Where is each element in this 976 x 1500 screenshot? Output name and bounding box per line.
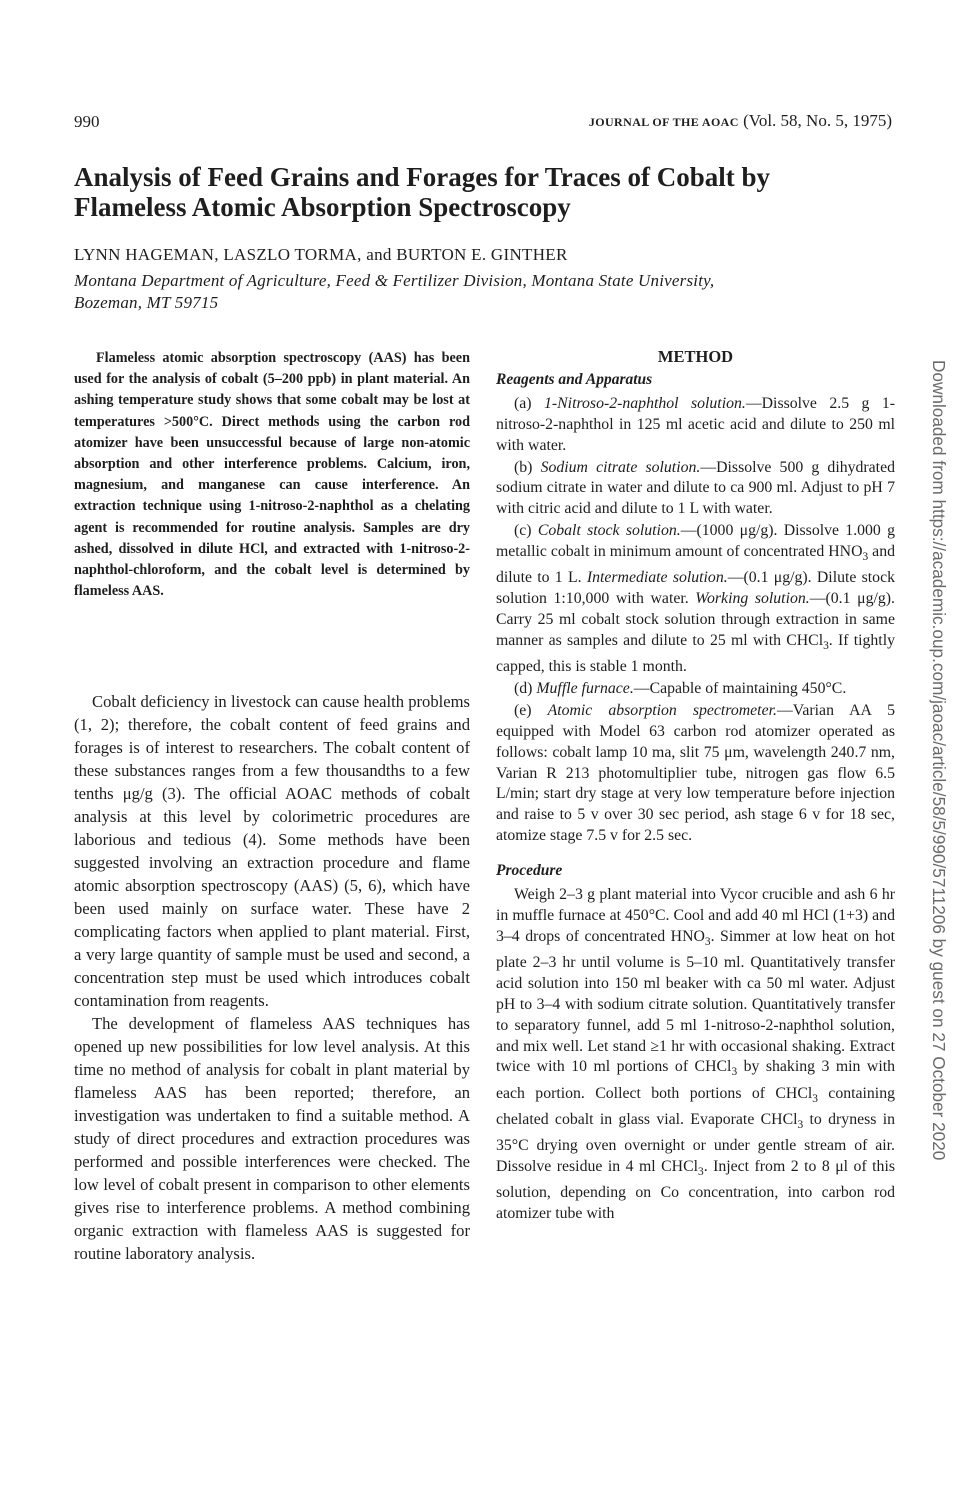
reagent-item bbox=[496, 521, 895, 678]
abstract: Flameless atomic absorption spectroscopy (AAS) has been used for the analysis of cobalt (5–200 ppb) in plant material. An ashing temperature study shows that some cobalt may be lost at temperatures >500°C. Direct methods using the carbon rod atomizer have been unsuccessful because of large non-atomic absorption and other interference problems. Calcium, iron, magnesium, and manganese can cause interference. An extraction technique using 1-nitroso-2-naphthol as a chelating agent is recommended for routine analysis. Samples are dry ashed, dissolved in dilute HCl, and extracted with 1-nitroso-2-naphthol-chloroform, and the cobalt level is determined by flameless AAS. bbox=[74, 350, 470, 600]
subscript: 3 bbox=[797, 1118, 804, 1131]
item-name: Sodium citrate solution. bbox=[540, 458, 701, 476]
method-heading: METHOD bbox=[657, 347, 734, 366]
method-section bbox=[496, 347, 895, 1224]
affiliation-line: Montana Department of Agriculture, Feed & Fertilizer Division, Montana State University, bbox=[74, 271, 715, 290]
procedure-text: containing chelated cobalt in glass vial. Evaporate CHCl bbox=[496, 1084, 895, 1128]
item-text: —Capable of maintaining 450°C. bbox=[633, 679, 847, 697]
reagents-heading: Reagents and Apparatus bbox=[496, 370, 653, 388]
reagent-item bbox=[496, 458, 895, 521]
item-label: (a) bbox=[514, 394, 532, 412]
item-label: (d) bbox=[514, 679, 533, 697]
subscript: 3 bbox=[862, 551, 869, 564]
subscript: 3 bbox=[731, 1066, 738, 1079]
affiliation-line: Bozeman, MT 59715 bbox=[74, 293, 219, 312]
item-text: —Dissolve 500 g dihydrated sodium citrate in water and dilute to ca 900 ml. Adjust to pH 7 with citric acid and dilute to 1 L with water. bbox=[496, 458, 895, 518]
journal-name: JOURNAL OF THE AOAC bbox=[588, 115, 739, 129]
procedure-text: . Inject from 2 to 8 μl of this solution, depending on Co concentration, into carbon rod atomizer tube with bbox=[496, 1157, 895, 1222]
item-label: (b) bbox=[514, 458, 533, 476]
download-watermark: Downloaded from https://academic.oup.com/jaoac/article/58/5/990/5711206 by guest on 27 October 2020 bbox=[929, 360, 949, 1161]
intro-paragraph: The development of flameless AAS techniques has opened up new possibilities for low level analysis. At this time no method of analysis for cobalt in plant material by flameless AAS has been reported; therefore, an investigation was undertaken to find a suitable method. A study of direct procedures and extraction procedures was performed and possible interferences were checked. The low level of cobalt present in comparison to other elements gives rise to interference problems. A method combining organic extraction with flameless AAS is suggested for routine laboratory analysis. bbox=[74, 1014, 470, 1263]
item-label: (c) bbox=[514, 522, 532, 540]
item-name: Cobalt stock solution. bbox=[537, 522, 681, 540]
subscript: 3 bbox=[704, 936, 711, 949]
item-name: 1-Nitroso-2-naphthol solution. bbox=[543, 394, 746, 412]
item-name: Working solution. bbox=[695, 590, 810, 608]
item-name: Atomic absorption spectrometer. bbox=[547, 701, 777, 719]
running-header bbox=[589, 111, 892, 131]
subscript: 3 bbox=[698, 1165, 704, 1178]
introduction bbox=[74, 690, 470, 1265]
reagent-item bbox=[496, 679, 895, 700]
procedure-text: Weigh 2–3 g plant material into Vycor crucible and ash 6 hr in muffle furnace at 450°C. Cool and add 40 ml HCl (1+3) and 3–4 drops of concentrated HNO bbox=[496, 886, 895, 945]
procedure-heading: Procedure bbox=[496, 862, 563, 880]
item-name: Muffle furnace. bbox=[536, 679, 634, 697]
item-text: —Varian AA 5 equipped with Model 63 carbon rod atomizer operated as follows: cobalt lamp 10 ma, slit 75 μm, wavelength 240.7 nm, Varian R 213 photomultiplier tube, nitrogen gas flow 6.5 L/min; start dry stage at very low temperature before injection and raise to 5 v over 30 sec period, ash stage 6 v for 18 sec, atomize stage 7.5 v for 2.5 sec. bbox=[496, 701, 895, 845]
item-text: —(0.1 μg/g). Carry 25 ml cobalt stock solution through extraction in same manner as samples and dilute to 25 ml with CHCl bbox=[496, 590, 895, 649]
affiliation bbox=[74, 270, 874, 314]
subscript: 3 bbox=[823, 640, 829, 653]
procedure-text: . Simmer at low heat on hot plate 2–3 hr until volume is 5–10 ml. Quantitatively transfer acid solution into 150 ml beaker with ca 50 ml water. Adjust pH to 3–4 with sodium citrate solution. Quantitatively transfer to separatory funnel, add 5 ml 1-nitroso-2-naphthol solution, and mix well. Let stand ≥1 hr with occasional shaking. Extract twice with 10 ml portions of CHCl bbox=[496, 927, 895, 1076]
article-title: Analysis of Feed Grains and Forages for Traces of Cobalt by Flameless Atomic Absorption Spectroscopy bbox=[74, 162, 770, 222]
item-text: —Dissolve 2.5 g 1-nitroso-2-naphthol in 125 ml acetic acid and dilute to 250 ml with water. bbox=[496, 394, 896, 454]
procedure-paragraph bbox=[496, 885, 895, 1224]
procedure-text: to dryness in 35°C drying oven overnight or under gentle stream of air. Dissolve residue in 4 ml CHCl bbox=[496, 1110, 895, 1175]
item-name: Intermediate solution. bbox=[586, 569, 728, 587]
authors: LYNN HAGEMAN, LASZLO TORMA, and BURTON E. GINTHER bbox=[74, 245, 568, 264]
item-text: and dilute to 1 L. bbox=[496, 543, 895, 587]
subscript: 3 bbox=[812, 1092, 818, 1105]
item-text: . If tightly capped, this is stable 1 month. bbox=[496, 631, 895, 675]
item-text: —(0.1 μg/g). Dilute stock solution 1:10,000 with water. bbox=[496, 569, 895, 608]
item-text: —(1000 μg/g). Dissolve 1.000 g metallic cobalt in minimum amount of concentrated HNO bbox=[496, 522, 895, 561]
reagent-item bbox=[496, 701, 895, 847]
intro-paragraph: Cobalt deficiency in livestock can cause health problems (1, 2); therefore, the cobalt content of feed grains and forages is of interest to researchers. The cobalt content of these substances ranges from a few thousandths to a few tenths μg/g (3). The official AOAC methods of cobalt analysis at this level by colorimetric procedures are laborious and tedious (4). Some methods have been suggested involving an extraction procedure and flame atomic absorption spectroscopy (AAS) (5, 6), which have been used mainly on surface water. These have 2 complicating factors when applied to plant material. First, a very large quantity of sample must be used and second, a concentration step must be used which introduces cobalt contamination from reagents. bbox=[74, 692, 470, 1010]
volume-info: (Vol. 58, No. 5, 1975) bbox=[743, 111, 892, 130]
item-label: (e) bbox=[514, 701, 532, 719]
procedure-text: by shaking 3 min with each portion. Collect both portions of CHCl bbox=[496, 1058, 895, 1102]
page-number: 990 bbox=[74, 112, 100, 131]
reagent-item bbox=[496, 394, 895, 457]
